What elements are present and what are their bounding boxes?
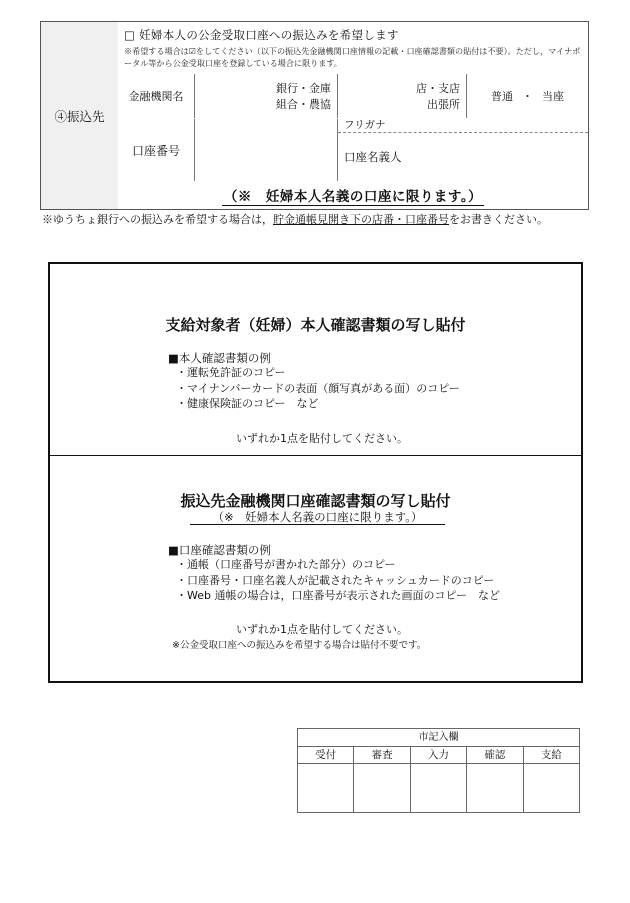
stamp-box-confirm[interactable]	[467, 764, 523, 812]
transfer-destination-table	[40, 21, 589, 210]
id-attach-instruction: いずれか1点を貼付してください。	[236, 432, 408, 445]
furigana-field[interactable]	[338, 119, 588, 133]
bank-document-title: 振込先金融機関口座確認書類の写し貼付	[180, 492, 451, 510]
id-document-attach-section[interactable]	[50, 264, 581, 456]
list-item: ・健康保険証のコピー など	[176, 397, 319, 410]
list-item: ・Web 通帳の場合は，口座番号が表示された画面のコピー など	[176, 589, 501, 602]
bank-attach-note: ※公金受取口座への振込みを希望する場合は貼付不要です。	[172, 640, 427, 651]
office-use-table	[297, 728, 580, 813]
section-label: ④振込先	[41, 22, 118, 209]
office-use-header	[298, 747, 579, 764]
bank-attach-instruction: いずれか1点を貼付してください。	[236, 623, 408, 636]
account-type-current[interactable]: 当座	[542, 90, 564, 103]
office-col-review: 審査	[354, 747, 410, 763]
bank-examples-list	[176, 557, 500, 604]
account-type-field[interactable]	[467, 74, 588, 118]
bank-type-field[interactable]	[195, 74, 338, 118]
stamp-box-review[interactable]	[354, 764, 410, 812]
yucho-note-before: ※ゆうちょ銀行への振込みを希望する場合は，	[42, 213, 273, 226]
office-use-title: 市記入欄	[298, 729, 579, 747]
branch-type-option: 店・支店	[416, 82, 460, 95]
account-type-ordinary[interactable]: 普通	[491, 90, 513, 103]
office-col-confirm: 確認	[467, 747, 523, 763]
list-item: ・口座番号・口座名義人が記載されたキャッシュカードのコピー	[176, 573, 495, 587]
account-number-label: 口座番号	[118, 119, 195, 181]
stamp-box-input[interactable]	[411, 764, 467, 812]
bank-document-subtitle: （※ 妊婦本人名義の口座に限ります。）	[190, 510, 445, 525]
bank-document-attach-section[interactable]	[50, 456, 581, 681]
account-type-separator: ・	[522, 90, 533, 103]
account-holder-label: 口座名義人	[344, 150, 402, 164]
id-document-title: 支給対象者（妊婦）本人確認書類の写し貼付	[165, 316, 466, 334]
bank-type-option: 銀行・金庫	[276, 82, 331, 95]
bank-examples-heading: ■口座確認書類の例	[168, 543, 271, 557]
account-number-field[interactable]	[195, 119, 338, 181]
branch-type-option: 出張所	[427, 98, 460, 111]
public-account-checkbox-label[interactable]: □ 妊婦本人の公金受取口座への振込みを希望します	[124, 28, 399, 42]
account-holder-field[interactable]	[338, 133, 588, 181]
bank-type-option: 組合・農協	[276, 98, 331, 111]
bank-row	[118, 74, 588, 119]
yucho-note	[42, 212, 590, 227]
office-col-input: 入力	[411, 747, 467, 763]
furigana-label: フリガナ	[344, 119, 386, 131]
stamp-box-reception[interactable]	[298, 764, 354, 812]
office-col-reception: 受付	[298, 747, 354, 763]
public-account-wish-row	[118, 22, 588, 74]
id-examples-list	[176, 365, 460, 412]
own-name-note-row	[118, 182, 588, 209]
list-item: ・マイナンバーカードの表面（顔写真がある面）のコピー	[176, 381, 460, 395]
own-name-note: （※ 妊婦本人名義の口座に限ります。）	[222, 185, 484, 206]
stamp-box-payment[interactable]	[524, 764, 579, 812]
list-item: ・通帳（口座番号が書かれた部分）のコピー	[176, 558, 396, 571]
id-examples-heading: ■本人確認書類の例	[168, 351, 271, 365]
yucho-note-after: をお書きください。	[449, 213, 548, 226]
office-use-stamp-row	[298, 764, 579, 812]
office-col-payment: 支給	[540, 749, 562, 761]
attachment-area	[48, 262, 583, 683]
yucho-note-underlined: 貯金通帳見開き下の店番・口座番号	[273, 213, 449, 226]
public-account-note: ※希望する場合は☑をしてください（以下の振込先金融機関口座情報の記載・口座確認書類の貼付は不要）。ただし，マイナポータル等から公金受取口座を登録している場合に限ります。	[124, 46, 581, 68]
branch-type-field[interactable]	[338, 74, 467, 118]
list-item: ・運転免許証のコピー	[176, 366, 286, 379]
account-row	[118, 119, 588, 182]
bank-name-label: 金融機関名	[118, 74, 195, 118]
